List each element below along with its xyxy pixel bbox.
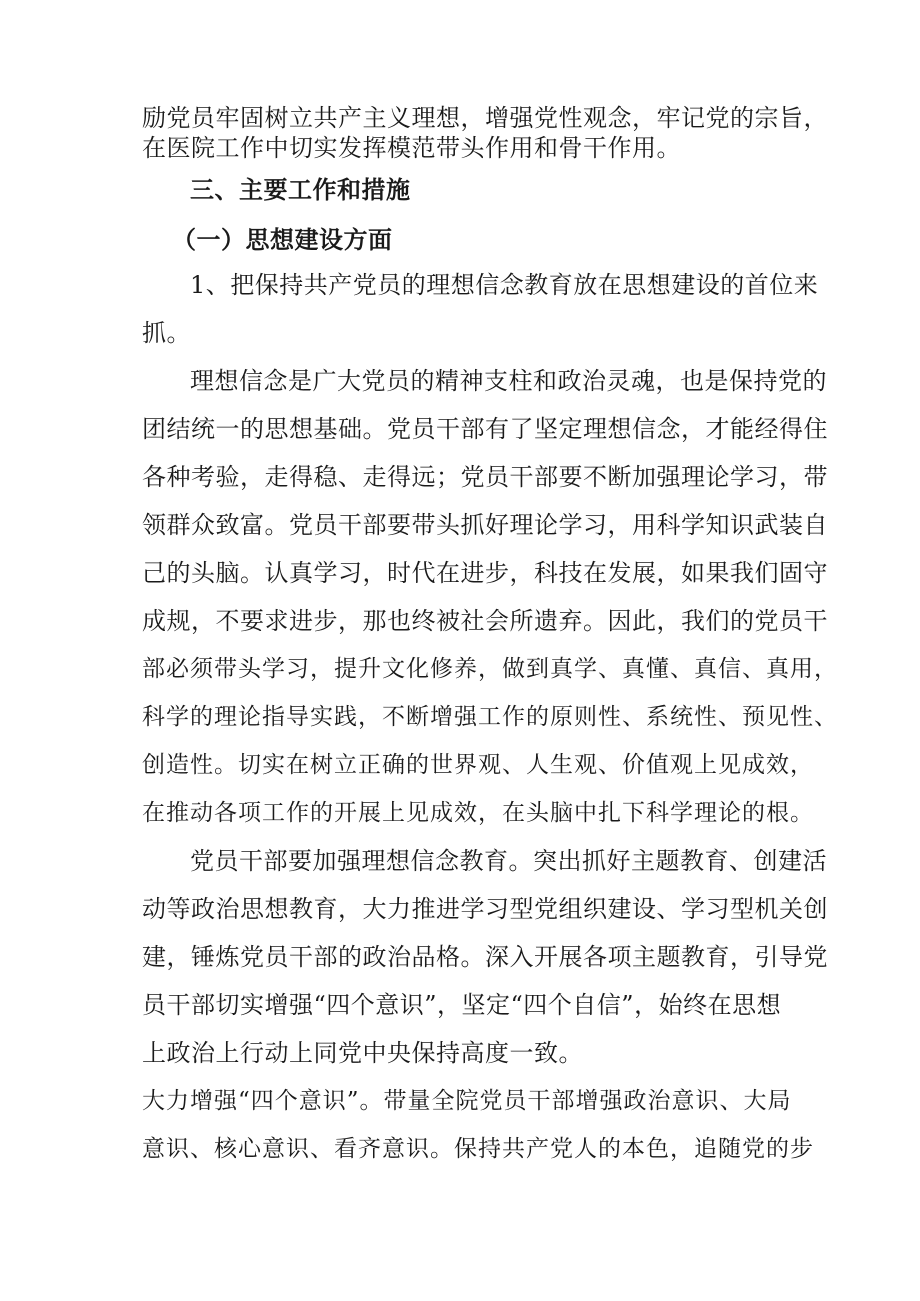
- text-line: 上政治上行动上同党中央保持高度一致。: [142, 1039, 583, 1067]
- subsection-heading: （一）思想建设方面: [172, 226, 393, 254]
- section-heading: 三、主要工作和措施: [190, 176, 411, 204]
- text-line: 党员干部要加强理想信念教育。突出抓好主题教育、创建活: [190, 847, 827, 875]
- text-line: 创造性。切实在树立正确的世界观、人生观、价值观上见成效，: [142, 752, 814, 778]
- text-line: 在医院工作中切实发挥模范带头作用和骨干作用。: [142, 134, 681, 162]
- text-line: 成规，不要求进步，那也终被社会所遗弃。因此，我们的党员干: [142, 607, 828, 635]
- text-line: 理想信念是广大党员的精神支柱和政治灵魂，也是保持党的: [190, 367, 827, 395]
- text-line: 1、把保持共产党员的理想信念教育放在思想建设的首位来: [190, 271, 819, 299]
- text-line: 抓。: [142, 319, 191, 347]
- text-line: 大力增强“四个意识”。带量全院党员干部增强政治意识、大局: [142, 1088, 792, 1114]
- text-line: 团结统一的思想基础。党员干部有了坚定理想信念，才能经得住: [142, 415, 828, 443]
- text-line: 建，锤炼党员干部的政治品格。深入开展各项主题教育，引导党: [142, 943, 828, 971]
- text-line: 各种考验，走得稳、走得远；党员干部要不断加强理论学习，带: [142, 463, 828, 491]
- text-line: 动等政治思想教育，大力推进学习型党组织建设、学习型机关创: [142, 895, 828, 923]
- text-line: 员干部切实增强“四个意识”，坚定“四个自信”，始终在思想: [142, 991, 782, 1019]
- text-line: 在推动各项工作的开展上见成效，在头脑中扎下科学理论的根。: [142, 800, 814, 826]
- text-line: 领群众致富。党员干部要带头抓好理论学习，用科学知识武装自: [142, 511, 828, 539]
- text-line: 科学的理论指导实践，不断增强工作的原则性、系统性、预见性、: [142, 704, 838, 730]
- text-line: 己的头脑。认真学习，时代在进步，科技在发展，如果我们固守: [142, 559, 828, 587]
- text-line: 部必须带头学习，提升文化修养，做到真学、真懂、真信、真用，: [142, 656, 838, 682]
- text-line: 励党员牢固树立共产主义理想，增强党性观念，牢记党的宗旨，: [142, 104, 828, 132]
- text-line: 意识、核心意识、看齐意识。保持共产党人的本色，追随党的步: [142, 1136, 814, 1162]
